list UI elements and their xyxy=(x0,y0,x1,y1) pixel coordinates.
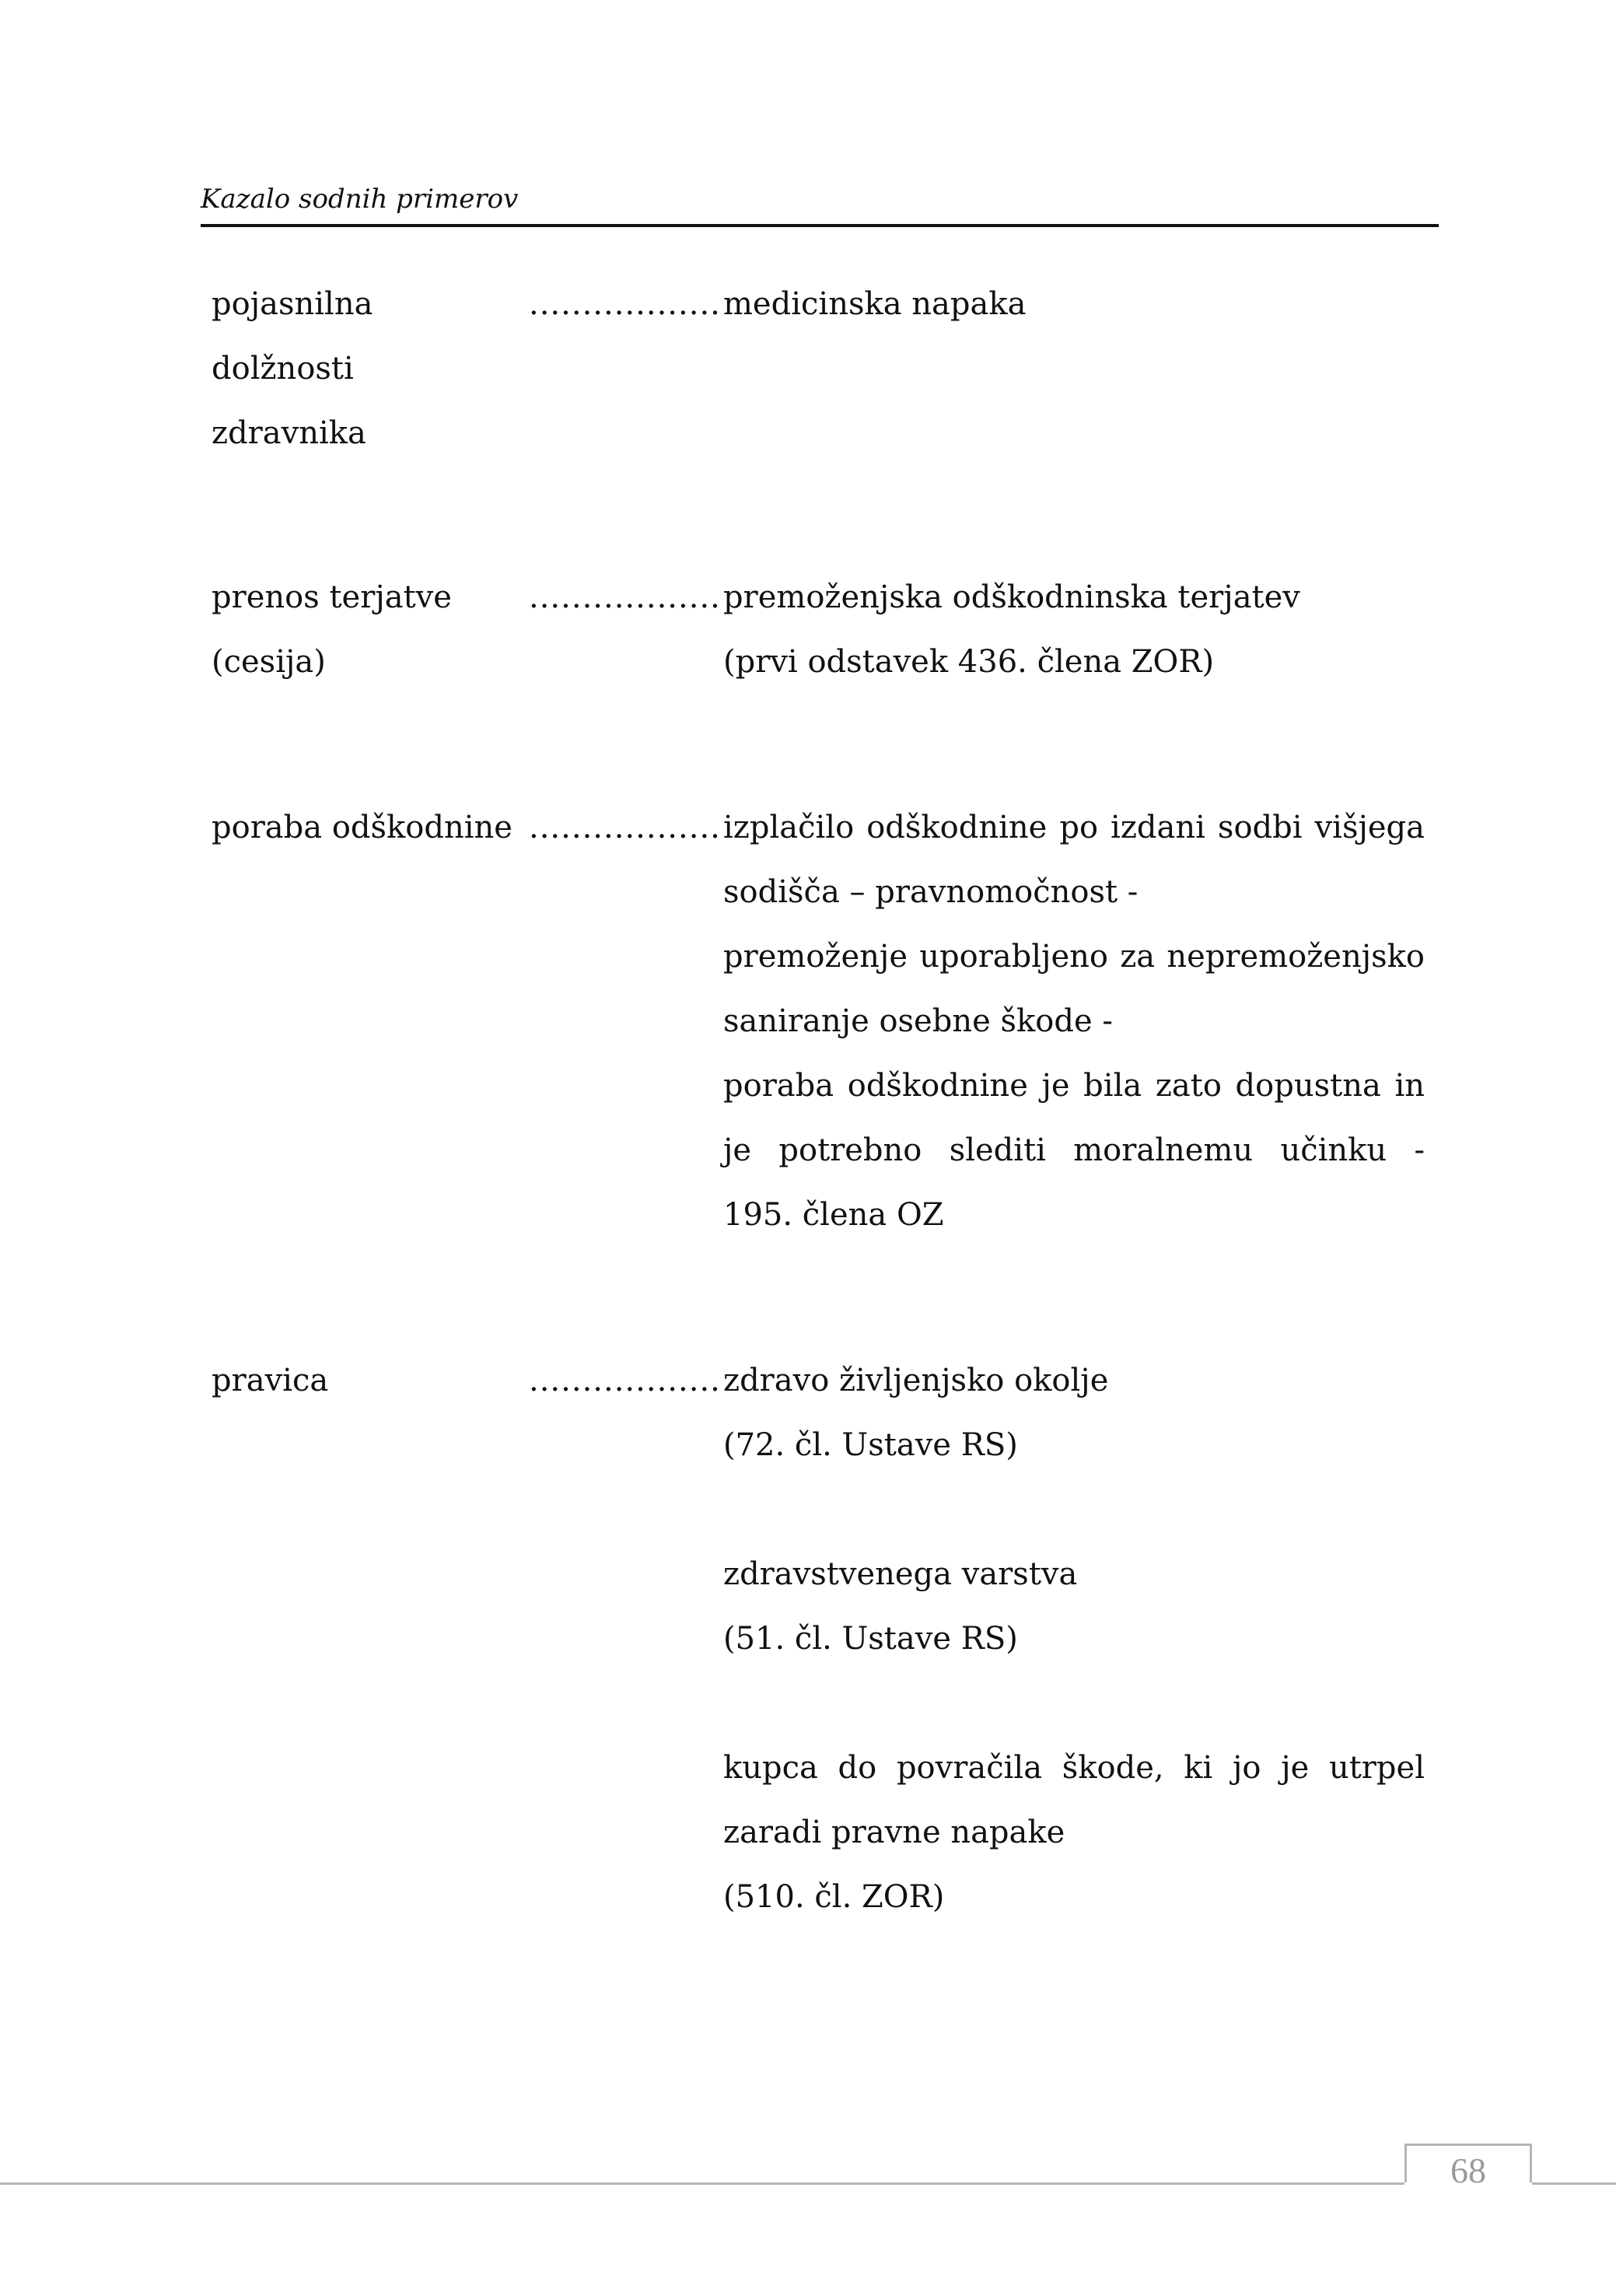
definition-line: (51. čl. Ustave RS) xyxy=(723,1621,1018,1657)
definition-line: sodišča – pravnomočnost - xyxy=(723,874,1139,910)
definition-line: (72. čl. Ustave RS) xyxy=(723,1427,1018,1463)
footer-rule xyxy=(1532,2182,1616,2185)
term-line: (cesija) xyxy=(212,644,326,680)
footer-rule xyxy=(0,2182,1404,2185)
term-line: pravica xyxy=(212,1363,329,1398)
term-line: prenos terjatve xyxy=(212,579,452,615)
definition-line: premoženje uporabljeno za nepremoženjsko xyxy=(723,939,1425,975)
definition-line: kupca do povračila škode, ki jo je utrpel xyxy=(723,1750,1425,1786)
index-definition xyxy=(723,565,1425,695)
definition-line: izplačilo odškodnine po izdani sodbi višjega xyxy=(723,810,1425,845)
definition-line: poraba odškodnine je bila zato dopustna in xyxy=(723,1068,1425,1104)
leader-dots: .................. xyxy=(529,579,721,615)
term-line: poraba odškodnine xyxy=(212,810,512,845)
index-term xyxy=(212,796,523,860)
definition-line: (prvi odstavek 436. člena ZOR) xyxy=(723,644,1215,680)
definition-line: zdravstvenega varstva xyxy=(723,1556,1078,1592)
definition-line: zdravo življenjsko okolje xyxy=(723,1363,1109,1398)
index-term xyxy=(212,565,523,695)
leader-dots: .................. xyxy=(529,810,721,845)
index-term xyxy=(212,1349,523,1413)
term-line: pojasnilna xyxy=(212,286,373,322)
definition-line: je potrebno slediti moralnemu učinku - xyxy=(723,1132,1425,1168)
index-definition xyxy=(723,272,1425,337)
definition-line: 195. člena OZ xyxy=(723,1197,944,1233)
leader-dots: .................. xyxy=(529,286,721,322)
definition-gap xyxy=(723,1671,1425,1736)
definition-line: zaradi pravne napake xyxy=(723,1815,1065,1850)
definition-line: premoženjska odškodninska terjatev xyxy=(723,579,1300,615)
page-number: 68 xyxy=(1450,2151,1486,2190)
definition-line: (510. čl. ZOR) xyxy=(723,1879,945,1915)
term-line: dolžnosti xyxy=(212,351,354,387)
definition-line: medicinska napaka xyxy=(723,286,1027,322)
definition-line: saniranje osebne škode - xyxy=(723,1003,1113,1039)
header-rule xyxy=(201,224,1439,227)
term-line: zdravnika xyxy=(212,415,366,451)
definition-gap xyxy=(723,1478,1425,1542)
running-header: Kazalo sodnih primerov xyxy=(201,184,519,215)
index-definition xyxy=(723,1349,1425,1930)
index-term xyxy=(212,272,523,466)
leader-dots: .................. xyxy=(529,1363,721,1398)
index-definition xyxy=(723,796,1425,1248)
